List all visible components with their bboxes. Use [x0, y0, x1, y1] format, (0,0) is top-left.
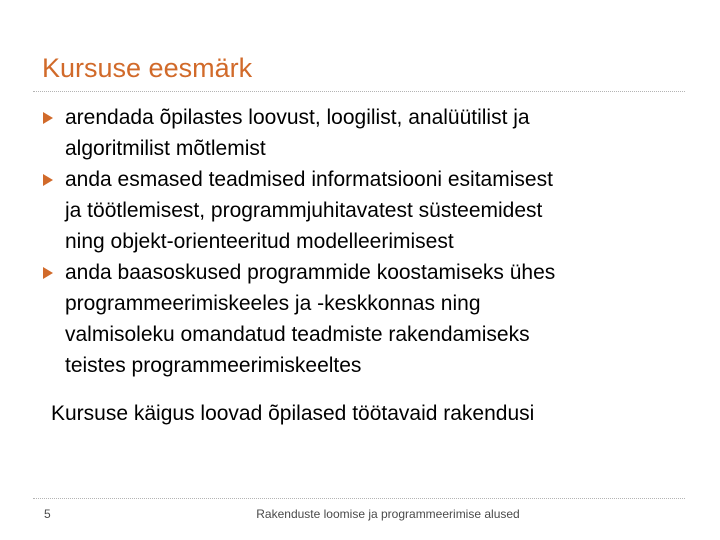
- orange-triangle-arrow-icon: [42, 267, 54, 279]
- slide-title: Kursuse eesmärk: [42, 53, 253, 83]
- bullet-line: ning objekt-orienteeritud modelleerimisest: [65, 230, 454, 253]
- bullet-line: algoritmilist mõtlemist: [65, 137, 266, 160]
- bullet-list: [0, 102, 685, 381]
- footer-divider: [33, 498, 685, 499]
- bullet-item: [0, 102, 685, 164]
- bullet-line: arendada õpilastes loovust, loogilist, analüütilist ja: [65, 106, 530, 129]
- footer-course-name: Rakenduste loomise ja programmeerimise alused: [256, 507, 520, 521]
- bullet-item: [0, 164, 685, 257]
- bullet-line: valmisoleku omandatud teadmiste rakendamiseks: [65, 323, 530, 346]
- title-divider: [33, 91, 685, 92]
- bullet-line: anda baasoskused programmide koostamiseks ühes: [65, 261, 556, 284]
- page-number: 5: [44, 507, 51, 521]
- orange-triangle-arrow-icon: [42, 112, 54, 124]
- closing-text: Kursuse käigus loovad õpilased töötavaid rakendusi: [51, 402, 535, 425]
- bullet-line: anda esmased teadmised informatsiooni esitamisest: [65, 168, 553, 191]
- bullet-line: ja töötlemisest, programmjuhitavatest süsteemidest: [65, 199, 543, 222]
- bullet-item: [0, 257, 685, 381]
- orange-triangle-arrow-icon: [42, 174, 54, 186]
- bullet-line: programmeerimiskeeles ja -keskkonnas ning: [65, 292, 481, 315]
- bullet-line: teistes programmeerimiskeeltes: [65, 354, 362, 377]
